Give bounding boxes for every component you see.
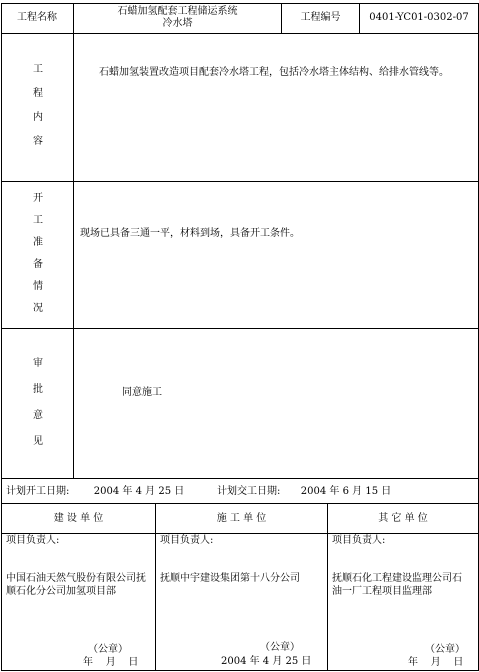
approval-label xyxy=(30,358,46,448)
construction-org-line-1: 中国石油天然气股份有限公司抚 xyxy=(6,573,146,584)
construction-seal: （公章） xyxy=(88,644,128,655)
day-unit: 日 xyxy=(381,486,392,497)
project-name-line-1: 石蜡加氢配套工程储运系统 xyxy=(117,6,238,17)
divider-unit-1 xyxy=(155,503,156,671)
content-label-char: 程 xyxy=(33,88,43,99)
border-bottom xyxy=(1,670,479,671)
conditions-label-char: 备 xyxy=(33,259,43,270)
year-unit: 年 xyxy=(122,486,133,497)
approval-label-char: 批 xyxy=(33,384,43,395)
conditions-label xyxy=(30,193,46,315)
planned-end-date xyxy=(217,486,391,498)
border-left xyxy=(1,3,2,671)
planned-start-day: 25 xyxy=(158,486,172,497)
conditions-label-char: 准 xyxy=(33,237,43,248)
other-org-line-2: 油一厂工程项目监理部 xyxy=(332,586,432,597)
year-unit: 年 xyxy=(329,486,340,497)
divider-unit-2 xyxy=(327,503,328,671)
approval-label-char: 见 xyxy=(33,436,43,447)
conditions-label-char: 开 xyxy=(33,193,43,204)
divider-dates xyxy=(1,503,479,504)
contractor-org: 抚顺中宇建设集团第十八分公司 xyxy=(160,573,300,584)
month-unit: 月 xyxy=(352,486,363,497)
construction-unit-header: 建 设 单 位 xyxy=(53,513,104,524)
other-org-line-1: 抚顺石化工程建设监理公司石 xyxy=(332,573,462,584)
other-date: 年 月 日 xyxy=(408,657,464,668)
project-name-line-2: 冷水塔 xyxy=(162,18,193,29)
conditions-text: 现场已具备三通一平，材料到场，具备开工条件。 xyxy=(80,228,300,239)
planned-start-date xyxy=(6,486,184,498)
approval-label-char: 审 xyxy=(33,358,43,369)
contractor-seal: （公章） xyxy=(260,642,300,653)
content-label-char: 容 xyxy=(33,136,43,147)
content-label-char: 内 xyxy=(33,112,43,123)
content-text: 石蜡加氢装置改造项目配套冷水塔工程，包括冷水塔主体结构、给排水管线等。 xyxy=(99,67,449,78)
divider-unit-headers xyxy=(1,533,479,534)
approval-text: 同意施工 xyxy=(122,387,162,398)
other-leader-label: 项目负责人: xyxy=(332,535,386,546)
planned-start-label: 计划开工日期: xyxy=(6,486,70,497)
project-name-label: 工程名称 xyxy=(17,12,57,23)
contractor-date: 2004 年 4 月 25 日 xyxy=(221,656,312,667)
contractor-unit-header: 施 工 单 位 xyxy=(216,513,267,524)
planned-end-year: 2004 xyxy=(300,486,327,497)
construction-org-line-2: 顺石化分公司加氢项目部 xyxy=(6,586,116,597)
planned-end-month: 6 xyxy=(342,486,349,497)
conditions-label-char: 情 xyxy=(33,281,43,292)
month-unit: 月 xyxy=(145,486,156,497)
planned-start-year: 2004 xyxy=(93,486,120,497)
conditions-label-char: 工 xyxy=(33,215,43,226)
day-unit: 日 xyxy=(174,486,185,497)
project-no-value: 0401-YC01-0302-07 xyxy=(369,12,469,23)
conditions-label-char: 况 xyxy=(33,303,43,314)
project-no-label: 工程编号 xyxy=(300,12,341,23)
other-seal: （公章） xyxy=(425,644,465,655)
content-label-char: 工 xyxy=(33,64,43,75)
approval-label-char: 意 xyxy=(33,410,43,421)
construction-leader-label: 项目负责人: xyxy=(6,535,60,546)
other-unit-header: 其 它 单 位 xyxy=(378,513,428,524)
planned-end-label: 计划交工日期: xyxy=(217,486,281,497)
contractor-leader-label: 项目负责人: xyxy=(160,535,214,546)
content-label xyxy=(30,64,46,148)
planned-end-day: 15 xyxy=(365,486,379,497)
construction-date: 年 月 日 xyxy=(83,657,139,668)
planned-start-month: 4 xyxy=(135,486,142,497)
divider-label-column xyxy=(73,3,74,479)
